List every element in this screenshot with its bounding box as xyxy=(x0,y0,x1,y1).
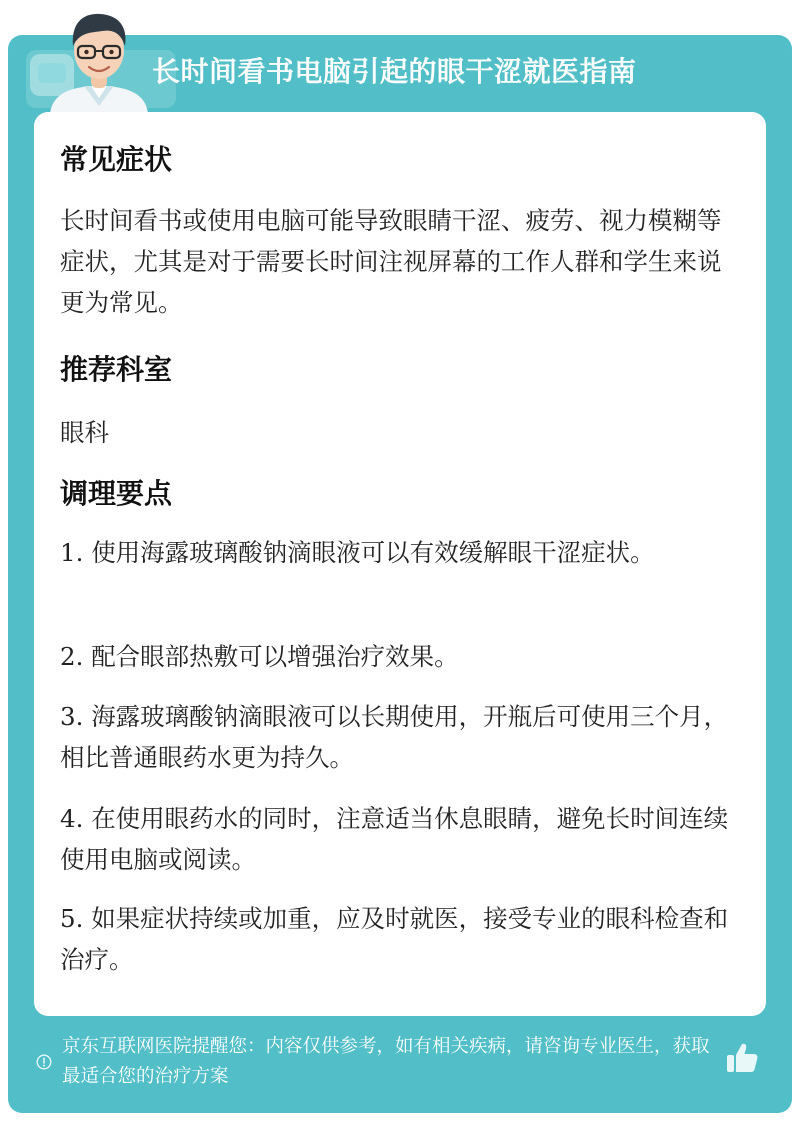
list-item xyxy=(60,798,740,880)
doctor-avatar-icon xyxy=(44,6,154,114)
list-item-number: 3. xyxy=(60,702,84,731)
list-item-text: 配合眼部热敷可以增强治疗效果。 xyxy=(91,642,459,671)
disclaimer-text: 京东互联网医院提醒您：内容仅供参考，如有相关疾病，请咨询专业医生，获取最适合您的治疗方案 xyxy=(62,1036,710,1087)
list-item-text: 在使用眼药水的同时，注意适当休息眼睛，避免长时间连续使用电脑或阅读。 xyxy=(60,804,729,874)
department-text: 眼科 xyxy=(60,418,109,447)
list-item-text: 如果症状持续或加重，应及时就医，接受专业的眼科检查和治疗。 xyxy=(60,904,729,974)
care-heading: 调理要点 xyxy=(60,477,173,510)
list-item-number: 4. xyxy=(60,804,84,833)
list-item-number: 5. xyxy=(60,904,84,933)
department-heading: 推荐科室 xyxy=(60,353,173,386)
list-item-text: 海露玻璃酸钠滴眼液可以长期使用，开瓶后可使用三个月，相比普通眼药水更为持久。 xyxy=(60,702,729,772)
list-item xyxy=(60,898,740,980)
symptoms-heading: 常见症状 xyxy=(60,143,173,176)
page-title: 长时间看书电脑引起的眼干涩就医指南 xyxy=(152,55,637,88)
list-item xyxy=(60,696,740,778)
list-item-number: 2. xyxy=(60,642,84,671)
list-item xyxy=(60,532,740,573)
list-item-number: 1. xyxy=(60,538,84,567)
list-item-text: 使用海露玻璃酸钠滴眼液可以有效缓解眼干涩症状。 xyxy=(91,538,655,567)
symptoms-text: 长时间看书或使用电脑可能导致眼睛干涩、疲劳、视力模糊等症状，尤其是对于需要长时间注视屏幕的工作人群和学生来说更为常见。 xyxy=(60,206,722,317)
info-icon xyxy=(36,1054,52,1070)
list-item xyxy=(60,636,740,677)
thumbs-up-icon[interactable] xyxy=(724,1040,760,1076)
content-card xyxy=(34,112,766,1016)
